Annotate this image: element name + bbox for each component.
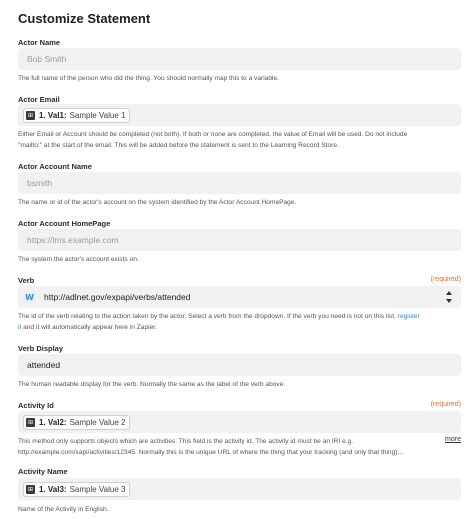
- page-title: Customize Statement: [18, 11, 151, 26]
- actor-account-homepage-label: Actor Account HomePage: [18, 219, 111, 228]
- actor-account-homepage-input[interactable]: [18, 229, 461, 251]
- verb-selected-value: http://adlnet.gov/expapi/verbs/attended: [44, 292, 191, 302]
- verb-help-text-cont: and it will automatically appear here in Zapier.: [23, 324, 157, 331]
- actor-account-name-help: The name or id of the actor's account on the system identified by the Actor Account HomePage.: [18, 199, 297, 206]
- verb-help-line1: [18, 311, 463, 322]
- actor-account-name-placeholder: bsmith: [27, 178, 53, 188]
- activity-id-required-badge: (required): [430, 401, 461, 408]
- actor-name-placeholder: Bob Smith: [27, 54, 67, 64]
- actor-email-label: Actor Email: [18, 95, 60, 104]
- activity-name-input[interactable]: [18, 478, 461, 500]
- actor-name-help: The full name of the person who did the thing. You should normally map this to a variable.: [18, 75, 279, 82]
- verb-display-value: attended: [27, 360, 61, 370]
- step-icon: ⊞: [27, 485, 34, 493]
- dropdown-sort-icon[interactable]: [445, 291, 453, 303]
- activity-name-mapped-chip[interactable]: [23, 482, 130, 497]
- actor-account-name-label: Actor Account Name: [18, 162, 92, 171]
- activity-name-help: Name of the Activity in English.: [18, 506, 109, 513]
- actor-email-help-line2: "mailto:" at the start of the email. This will be added before the statement is sent to the Learning Record Store.: [18, 142, 339, 149]
- chip-value: Sample Value 2: [69, 417, 126, 427]
- step-icon: ⊞: [27, 111, 34, 119]
- verb-display-input[interactable]: [18, 354, 461, 376]
- step-icon: ⊞: [27, 418, 34, 426]
- actor-name-input[interactable]: [18, 48, 461, 70]
- activity-id-help-line2: http://example.com/xapi/activities/12345. Normally this is the unique URL of where the thing that your tracking (and only that thing)...: [18, 449, 403, 456]
- activity-name-label: Activity Name: [18, 467, 68, 476]
- actor-account-name-input[interactable]: [18, 172, 461, 194]
- activity-id-help-line1: This method only supports objects which are activities. This field is the activity id. The activity id must be an IRI e.g.: [18, 438, 354, 445]
- verb-select[interactable]: [18, 286, 461, 308]
- actor-email-mapped-chip[interactable]: [23, 108, 130, 123]
- chip-value: Sample Value 1: [69, 110, 126, 120]
- verb-help-line2: [18, 322, 463, 333]
- actor-name-label: Actor Name: [18, 38, 61, 47]
- actor-account-homepage-help: The system the actor's account exists on.: [18, 256, 139, 263]
- register-link-cont[interactable]: it: [18, 324, 22, 331]
- verb-display-label: Verb Display: [18, 344, 64, 353]
- verb-required-badge: (required): [430, 276, 461, 283]
- verb-display-help: The human readable display for the verb. Normally the same as the label of the verb above.: [18, 381, 286, 388]
- chip-step-label: 1. Val2:: [39, 417, 67, 427]
- verb-label: Verb: [18, 276, 35, 285]
- activity-id-input[interactable]: [18, 411, 461, 433]
- verb-help-text: The id of the verb relating to the action taken by the actor. Select a verb from the dropdown. If the verb you need is not on this list,: [18, 313, 396, 320]
- activity-id-label: Activity Id: [18, 401, 54, 410]
- chip-step-label: 1. Val3:: [39, 484, 67, 494]
- more-link[interactable]: more: [445, 436, 461, 443]
- actor-email-input[interactable]: [18, 104, 461, 126]
- activity-id-mapped-chip[interactable]: [23, 415, 130, 430]
- chip-step-label: 1. Val1:: [39, 110, 67, 120]
- actor-email-help-line1: Either Email or Account should be completed (not both). If both or none are completed, the value of Email will be used. Do not include: [18, 131, 408, 138]
- register-link[interactable]: register: [397, 313, 420, 320]
- verb-app-logo-icon: W: [23, 291, 36, 304]
- actor-account-homepage-placeholder: https://lms.example.com: [27, 235, 119, 245]
- chip-value: Sample Value 3: [69, 484, 126, 494]
